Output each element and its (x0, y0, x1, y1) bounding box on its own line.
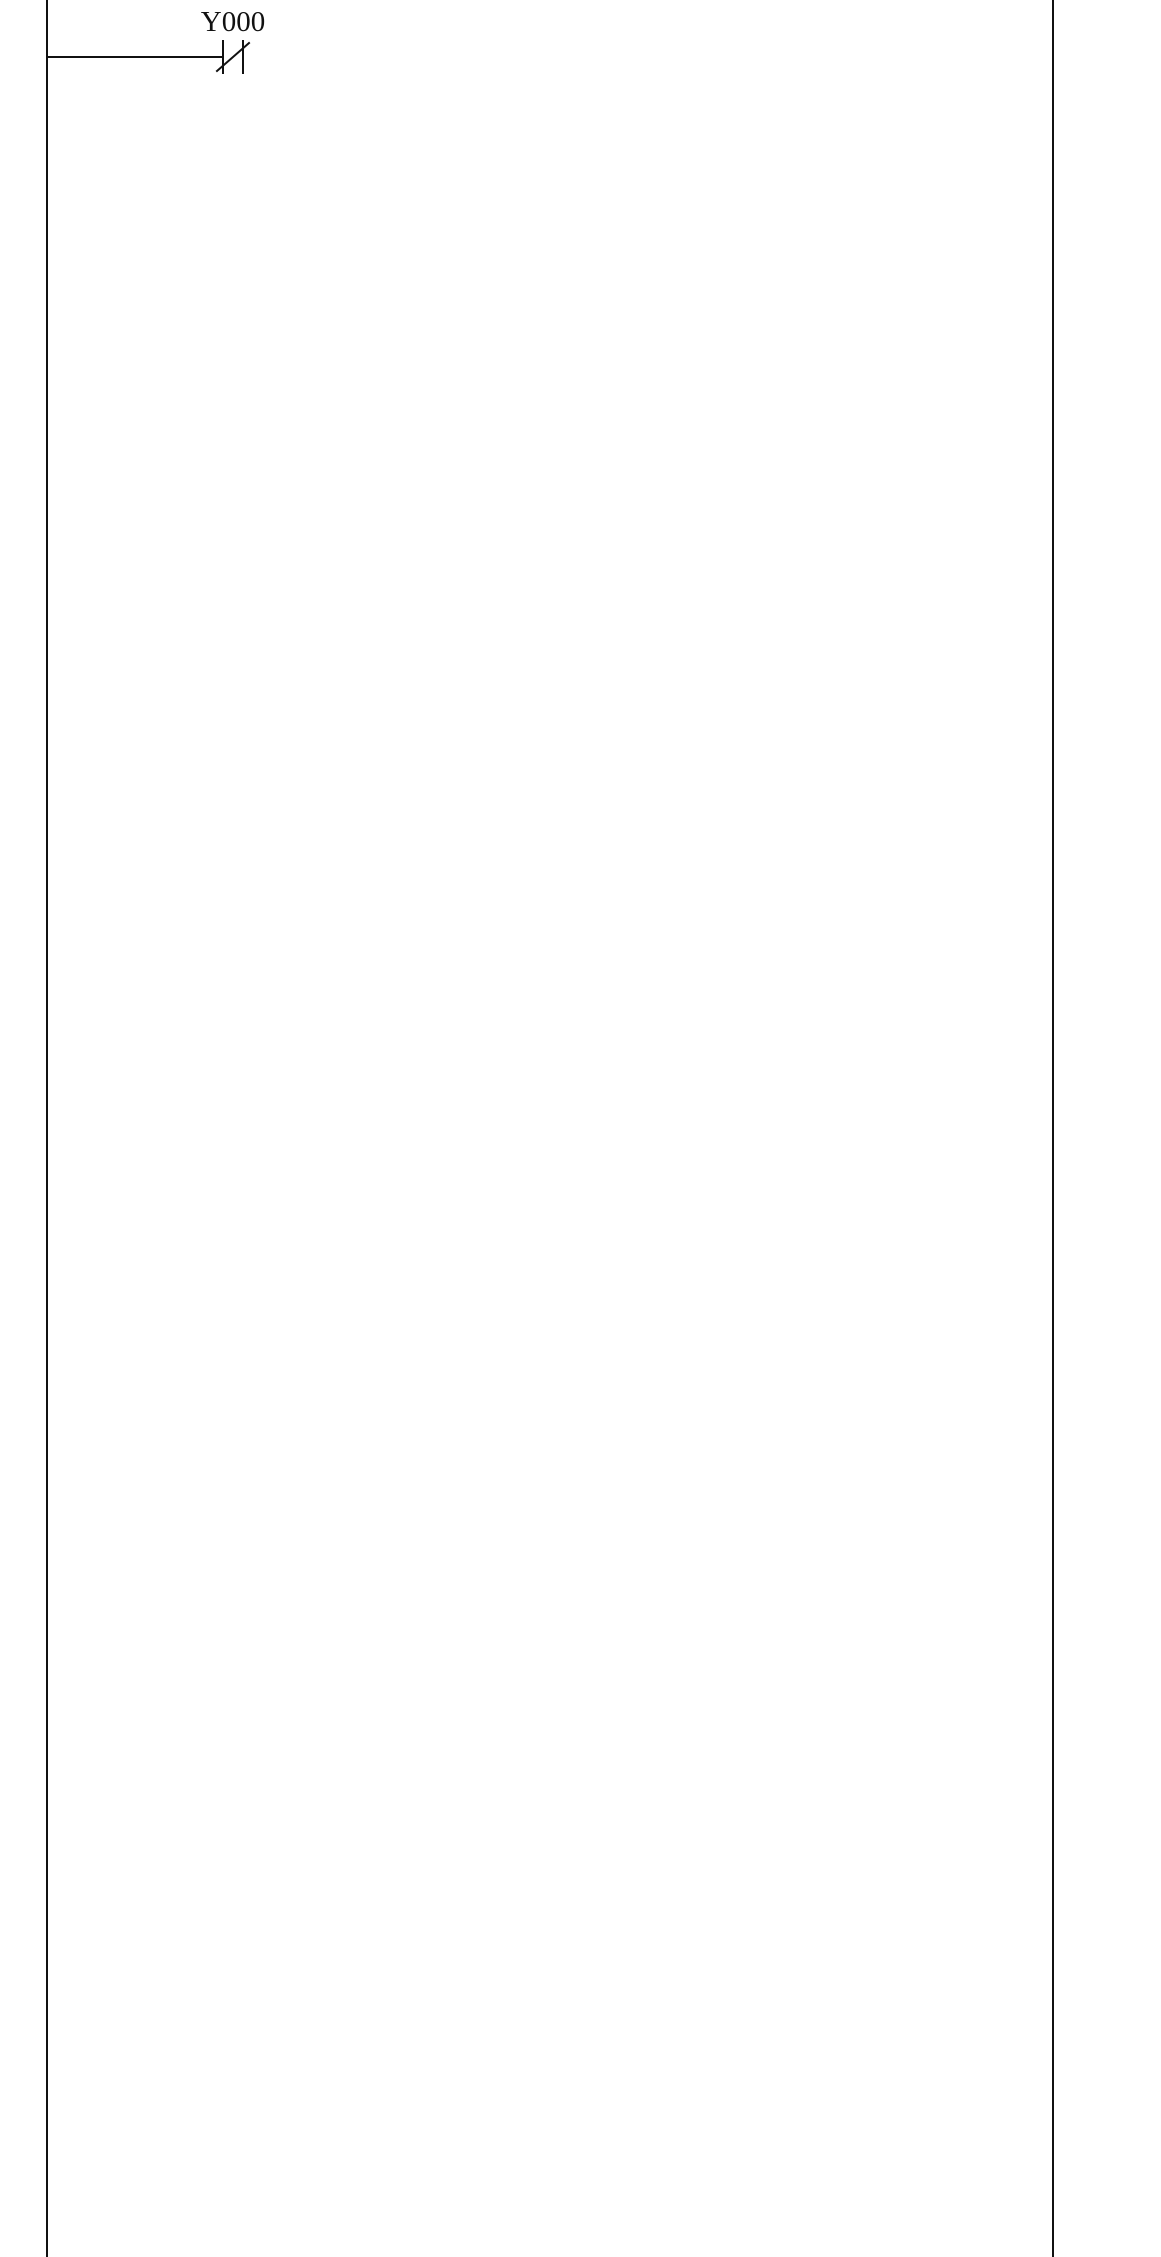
rung (47, 41, 249, 73)
rung-group (47, 6, 265, 73)
contact-label: Y000 (200, 6, 266, 38)
